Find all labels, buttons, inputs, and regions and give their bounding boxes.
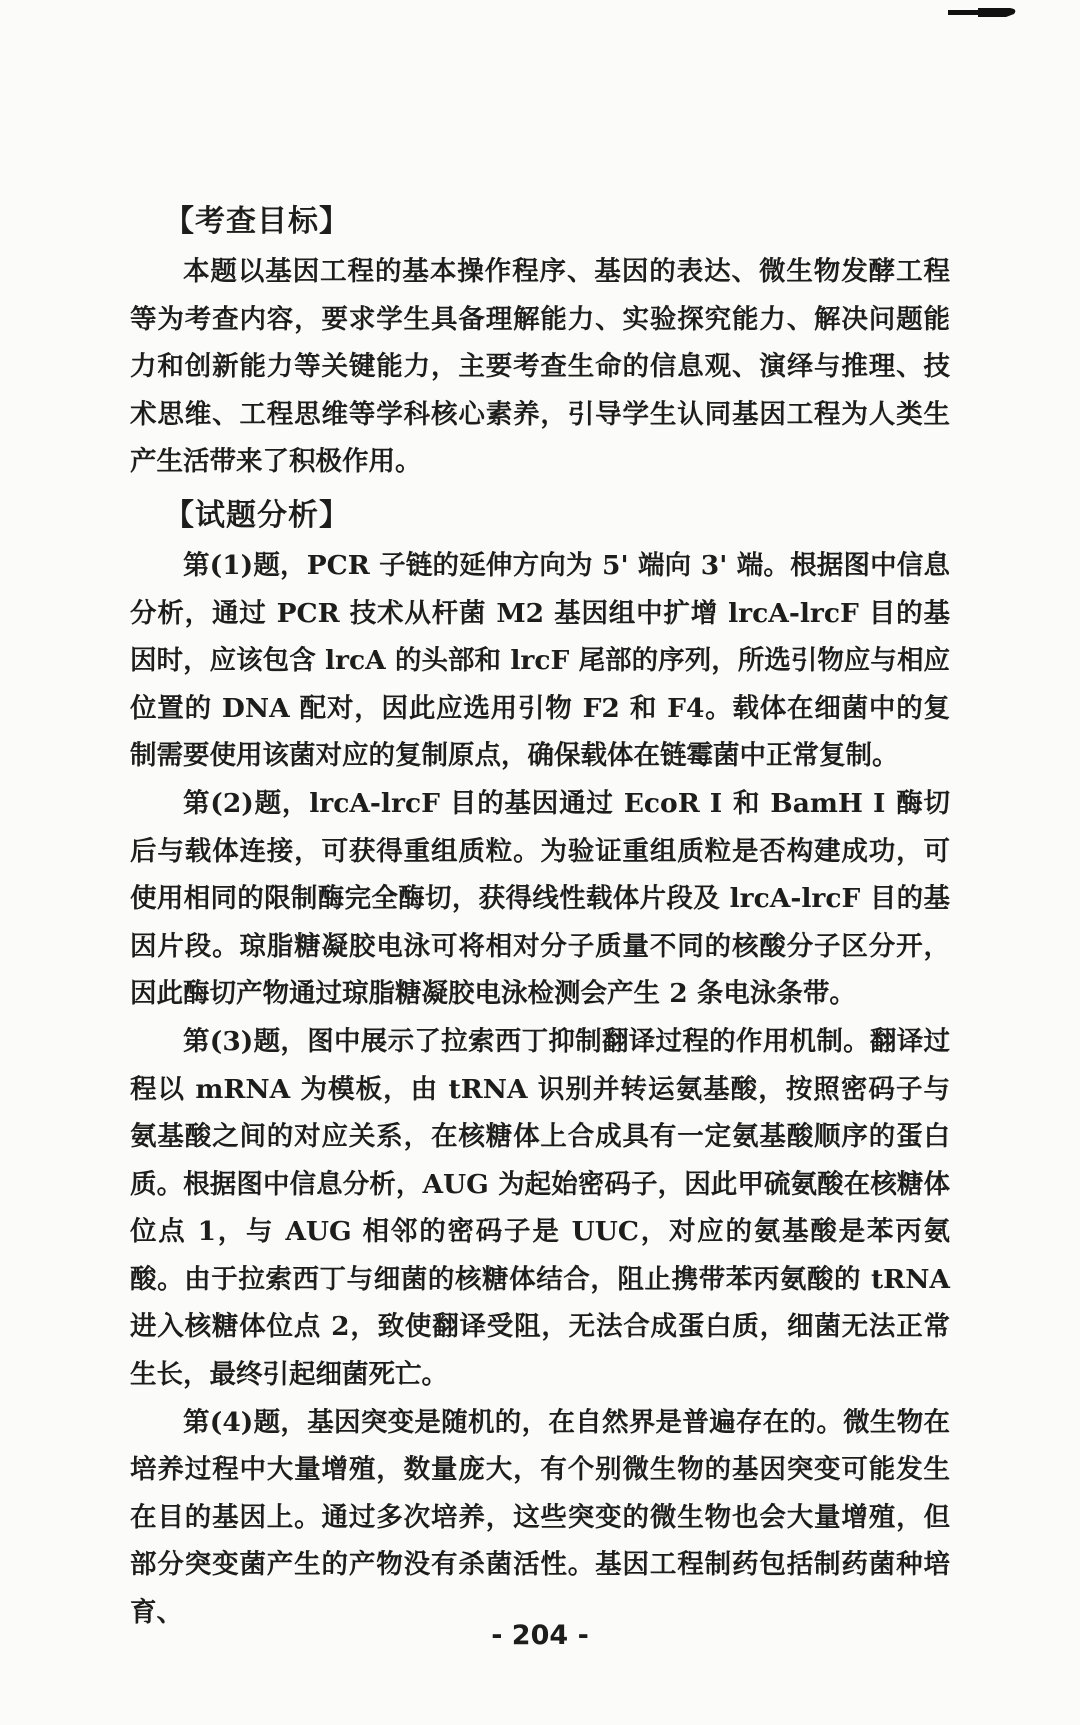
analysis-paragraph-4: 第(4)题，基因突变是随机的，在自然界是普遍存在的。微生物在培养过程中大量增殖，数量庞大，有个别微生物的基因突变可能发生在目的基因上。通过多次培养，这些突变的微生物也会大量增殖，但部分突变菌产生的产物没有杀菌活性。基因工程制药包括制药菌种培育、 <box>130 1406 950 1629</box>
analysis-paragraph-1: 第(1)题，PCR 子链的延伸方向为 5' 端向 3' 端。根据图中信息分析，通过 PCR 技术从杆菌 M2 基因组中扩增 lrcA-lrcF 目的基因时，应该包含 lrcA 的头部和 lrcF 尾部的序列，所选引物应与相应位置的 DNA 配对，因此应选用引物 F2 和 F4。载体在细菌中的复制需要使用该菌对应的复制原点，确保载体在链霉菌中正常复制。 <box>130 549 950 772</box>
heading-question-analysis: 【试题分析】 <box>164 497 350 533</box>
heading-exam-objectives: 【考查目标】 <box>164 204 350 239</box>
page-content <box>130 196 950 1637</box>
analysis-paragraph-3: 第(3)题，图中展示了拉索西丁抑制翻译过程的作用机制。翻译过程以 mRNA 为模板，由 tRNA 识别并转运氨基酸，按照密码子与氨基酸之间的对应关系，在核糖体上合成具有一定氨基酸顺序的蛋白质。根据图中信息分析，AUG 为起始密码子，因此甲硫氨酸在核糖体位点 1，与 AUG 相邻的密码子是 UUC，对应的氨基酸是苯丙氨酸。由于拉索西丁与细菌的核糖体结合，阻止携带苯丙氨酸的 tRNA 进入核糖体位点 2，致使翻译受阻，无法合成蛋白质，细菌无法正常生长，最终引起细菌死亡。 <box>130 1025 950 1391</box>
page-number: - 204 - <box>491 1620 589 1651</box>
analysis-paragraph-2: 第(2)题，lrcA-lrcF 目的基因通过 EcoR Ⅰ 和 BamH Ⅰ 酶切后与载体连接，可获得重组质粒。为验证重组质粒是否构建成功，可使用相同的限制酶完全酶切，获得线性载体片段及 lrcA-lrcF 目的基因片段。琼脂糖凝胶电泳可将相对分子质量不同的核酸分子区分开，因此酶切产物通过琼脂糖凝胶电泳检测会产生 2 条电泳条带。 <box>130 787 950 1010</box>
corner-bar-mark <box>948 6 1028 18</box>
objectives-paragraph: 本题以基因工程的基本操作程序、基因的表达、微生物发酵工程等为考查内容，要求学生具备理解能力、实验探究能力、解决问题能力和创新能力等关键能力，主要考查生命的信息观、演绎与推理、技术思维、工程思维等学科核心素养，引导学生认同基因工程为人类生产生活带来了积极作用。 <box>130 256 950 478</box>
